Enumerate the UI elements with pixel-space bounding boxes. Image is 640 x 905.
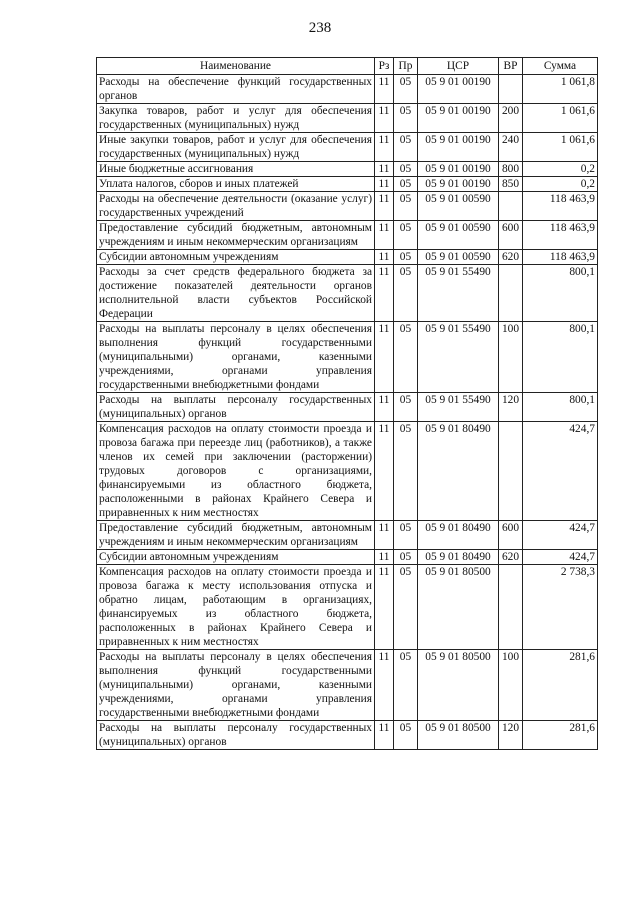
cell-name: Субсидии автономным учреждениям [97, 250, 375, 265]
cell-name: Субсидии автономным учреждениям [97, 550, 375, 565]
cell-vr [499, 192, 523, 221]
cell-vr: 240 [499, 133, 523, 162]
cell-rz: 11 [375, 521, 394, 550]
cell-vr [499, 265, 523, 322]
cell-pr: 05 [394, 393, 418, 422]
cell-pr: 05 [394, 192, 418, 221]
cell-rz: 11 [375, 422, 394, 521]
cell-pr: 05 [394, 265, 418, 322]
cell-vr [499, 75, 523, 104]
table-row [97, 393, 598, 422]
cell-pr: 05 [394, 550, 418, 565]
header-rz: Рз [375, 58, 394, 75]
table-row [97, 422, 598, 521]
cell-sum: 424,7 [523, 550, 598, 565]
cell-sum: 800,1 [523, 322, 598, 393]
cell-sum: 118 463,9 [523, 192, 598, 221]
cell-name: Иные бюджетные ассигнования [97, 162, 375, 177]
table-row [97, 721, 598, 750]
cell-csr: 05 9 01 80490 [418, 422, 499, 521]
table-row [97, 75, 598, 104]
cell-sum: 281,6 [523, 650, 598, 721]
cell-csr: 05 9 01 00590 [418, 192, 499, 221]
table-row [97, 565, 598, 650]
cell-pr: 05 [394, 75, 418, 104]
cell-rz: 11 [375, 322, 394, 393]
cell-csr: 05 9 01 00190 [418, 75, 499, 104]
cell-rz: 11 [375, 393, 394, 422]
cell-rz: 11 [375, 650, 394, 721]
cell-rz: 11 [375, 192, 394, 221]
cell-csr: 05 9 01 80490 [418, 550, 499, 565]
table-row [97, 265, 598, 322]
cell-vr: 120 [499, 721, 523, 750]
cell-pr: 05 [394, 250, 418, 265]
cell-pr: 05 [394, 221, 418, 250]
cell-sum: 118 463,9 [523, 250, 598, 265]
cell-vr: 620 [499, 550, 523, 565]
cell-sum: 1 061,6 [523, 133, 598, 162]
cell-name: Предоставление субсидий бюджетным, автономным учреждениям и иным некоммерческим организациям [97, 221, 375, 250]
cell-sum: 0,2 [523, 177, 598, 192]
cell-pr: 05 [394, 322, 418, 393]
cell-name: Расходы на выплаты персоналу в целях обеспечения выполнения функций государственными (муниципальными) органами, казенными учреждениями, органами управления государственными внебюджетными фондами [97, 322, 375, 393]
cell-csr: 05 9 01 00190 [418, 177, 499, 192]
table-row [97, 250, 598, 265]
cell-csr: 05 9 01 00190 [418, 162, 499, 177]
cell-pr: 05 [394, 565, 418, 650]
table-row [97, 521, 598, 550]
cell-rz: 11 [375, 75, 394, 104]
cell-name: Расходы на обеспечение деятельности (оказание услуг) государственных учреждений [97, 192, 375, 221]
cell-csr: 05 9 01 80500 [418, 650, 499, 721]
cell-sum: 2 738,3 [523, 565, 598, 650]
cell-vr: 620 [499, 250, 523, 265]
cell-pr: 05 [394, 104, 418, 133]
cell-csr: 05 9 01 00590 [418, 250, 499, 265]
header-csr: ЦСР [418, 58, 499, 75]
cell-rz: 11 [375, 221, 394, 250]
cell-name: Расходы на выплаты персоналу в целях обеспечения выполнения функций государственными (муниципальными) органами, казенными учреждениями, органами управления государственными внебюджетными фондами [97, 650, 375, 721]
header-vr: ВР [499, 58, 523, 75]
cell-vr: 100 [499, 650, 523, 721]
cell-vr: 600 [499, 221, 523, 250]
cell-sum: 800,1 [523, 393, 598, 422]
cell-csr: 05 9 01 55490 [418, 322, 499, 393]
table-row [97, 192, 598, 221]
cell-sum: 281,6 [523, 721, 598, 750]
cell-rz: 11 [375, 550, 394, 565]
cell-vr: 120 [499, 393, 523, 422]
cell-pr: 05 [394, 133, 418, 162]
cell-rz: 11 [375, 133, 394, 162]
cell-rz: 11 [375, 265, 394, 322]
cell-pr: 05 [394, 521, 418, 550]
cell-sum: 800,1 [523, 265, 598, 322]
cell-sum: 424,7 [523, 422, 598, 521]
cell-vr: 800 [499, 162, 523, 177]
table-row [97, 550, 598, 565]
cell-vr [499, 422, 523, 521]
cell-csr: 05 9 01 00190 [418, 133, 499, 162]
table-row [97, 104, 598, 133]
budget-table [96, 57, 598, 750]
cell-name: Компенсация расходов на оплату стоимости проезда и провоза багажа к месту использования отпуска и обратно лицам, работающим в организациях, финансируемых из областного бюджета, расположенных в районах Крайнего Севера и приравненных к ним местностях [97, 565, 375, 650]
cell-pr: 05 [394, 650, 418, 721]
header-sum: Сумма [523, 58, 598, 75]
cell-csr: 05 9 01 80500 [418, 565, 499, 650]
cell-vr: 200 [499, 104, 523, 133]
table-row [97, 322, 598, 393]
cell-rz: 11 [375, 177, 394, 192]
cell-vr [499, 565, 523, 650]
page-number: 238 [308, 20, 332, 36]
cell-csr: 05 9 01 55490 [418, 393, 499, 422]
cell-name: Расходы на обеспечение функций государственных органов [97, 75, 375, 104]
cell-pr: 05 [394, 422, 418, 521]
cell-name: Уплата налогов, сборов и иных платежей [97, 177, 375, 192]
cell-pr: 05 [394, 721, 418, 750]
table-header-row [97, 58, 598, 75]
cell-name: Компенсация расходов на оплату стоимости проезда и провоза багажа при переезде лиц (работников), а также членов их семей при заключении (расторжении) трудовых договоров с организациями, финансируемыми из областного бюджета, расположенными в районах Крайнего Севера и приравненных к ним местностях [97, 422, 375, 521]
cell-sum: 424,7 [523, 521, 598, 550]
cell-sum: 0,2 [523, 162, 598, 177]
cell-csr: 05 9 01 80500 [418, 721, 499, 750]
cell-sum: 1 061,6 [523, 104, 598, 133]
cell-csr: 05 9 01 55490 [418, 265, 499, 322]
cell-name: Закупка товаров, работ и услуг для обеспечения государственных (муниципальных) нужд [97, 104, 375, 133]
cell-csr: 05 9 01 00590 [418, 221, 499, 250]
table-row [97, 221, 598, 250]
header-name: Наименование [97, 58, 375, 75]
cell-csr: 05 9 01 00190 [418, 104, 499, 133]
table-row [97, 133, 598, 162]
cell-name: Предоставление субсидий бюджетным, автономным учреждениям и иным некоммерческим организациям [97, 521, 375, 550]
cell-vr: 100 [499, 322, 523, 393]
cell-sum: 118 463,9 [523, 221, 598, 250]
cell-sum: 1 061,8 [523, 75, 598, 104]
table-row [97, 162, 598, 177]
cell-rz: 11 [375, 104, 394, 133]
cell-rz: 11 [375, 250, 394, 265]
cell-vr: 850 [499, 177, 523, 192]
cell-vr: 600 [499, 521, 523, 550]
header-pr: Пр [394, 58, 418, 75]
cell-pr: 05 [394, 177, 418, 192]
table-row [97, 177, 598, 192]
cell-name: Расходы на выплаты персоналу государственных (муниципальных) органов [97, 393, 375, 422]
table-row [97, 650, 598, 721]
cell-rz: 11 [375, 721, 394, 750]
cell-csr: 05 9 01 80490 [418, 521, 499, 550]
cell-name: Расходы на выплаты персоналу государственных (муниципальных) органов [97, 721, 375, 750]
cell-rz: 11 [375, 162, 394, 177]
cell-name: Расходы за счет средств федерального бюджета за достижение показателей деятельности органов исполнительной власти субъектов Российской Федерации [97, 265, 375, 322]
cell-pr: 05 [394, 162, 418, 177]
cell-rz: 11 [375, 565, 394, 650]
cell-name: Иные закупки товаров, работ и услуг для обеспечения государственных (муниципальных) нужд [97, 133, 375, 162]
